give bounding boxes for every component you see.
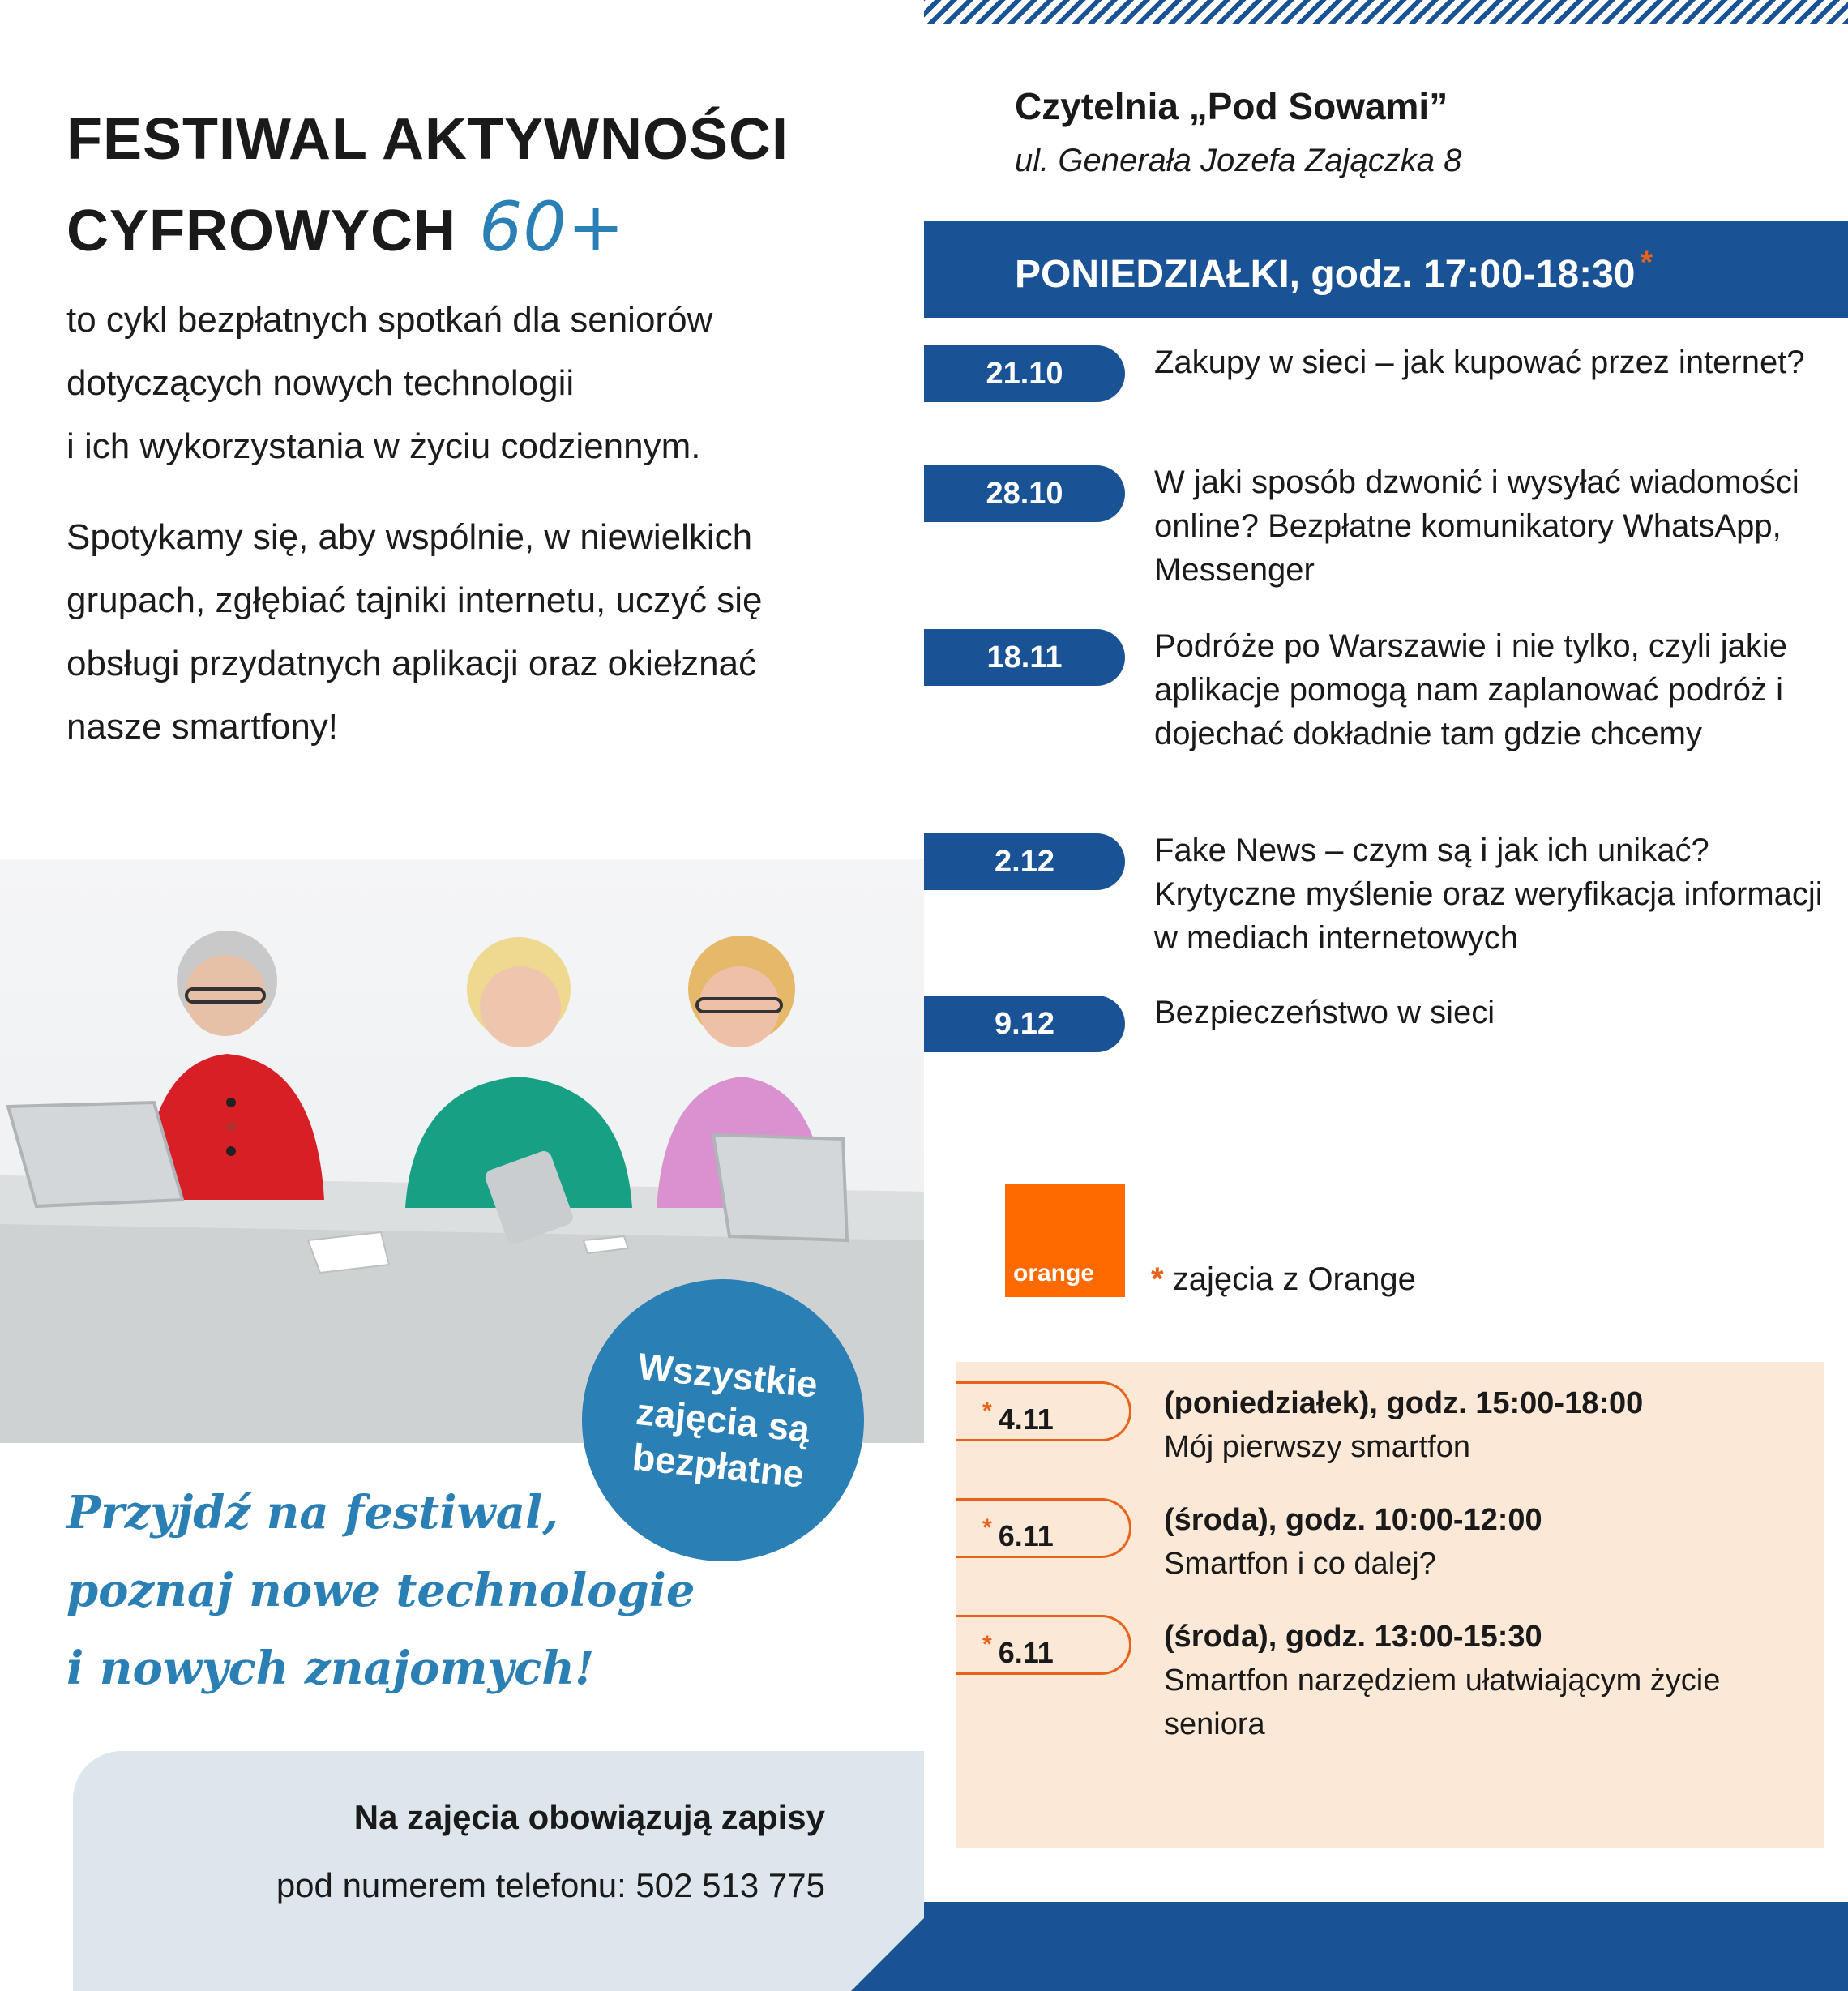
orange-session-title: Mój pierwszy smartfon (1164, 1430, 1470, 1464)
orange-session-title: Smartfon narzędziem ułatwiającym życie seniora (1164, 1663, 1721, 1741)
asterisk-icon: * (982, 1514, 992, 1541)
intro-line: obsługi przydatnych aplikacji oraz okiełznać (66, 644, 757, 683)
slogan-line: i nowych znajomych! (66, 1642, 595, 1695)
title-line2: CYFROWYCH (66, 199, 456, 263)
session-date: 28.10 (924, 465, 1125, 522)
signup-info-box (73, 1751, 924, 1991)
schedule-heading-text: PONIEDZIAŁKI, godz. 17:00-18:30 (1015, 253, 1636, 296)
orange-session-title: Smartfon i co dalej? (1164, 1547, 1436, 1581)
asterisk-icon: * (982, 1631, 992, 1658)
right-panel (924, 0, 1848, 1991)
asterisk-icon: * (1151, 1261, 1164, 1297)
signup-phone-text: pod numerem telefonu: 502 513 775 (276, 1866, 825, 1904)
orange-note (1151, 1261, 1416, 1298)
orange-sessions-box (956, 1362, 1824, 1848)
intro-paragraph-1 (66, 289, 845, 478)
slogan-line: poznaj nowe technologie (66, 1564, 695, 1617)
festival-title (66, 96, 789, 275)
orange-session-date (956, 1615, 1131, 1675)
orange-session-date (956, 1381, 1131, 1441)
footer-bar (924, 1902, 1848, 1991)
session-topic: W jaki sposób dzwonić i wysyłać wiadomości online? Bezpłatne komunikatory WhatsApp, Messenger (1154, 465, 1799, 588)
intro-line: to cykl bezpłatnych spotkań dla seniorów (66, 300, 713, 340)
orange-session-date (956, 1498, 1131, 1558)
slogan-line: Przyjdź na festiwal, (66, 1486, 558, 1539)
signup-required-text: Na zajęcia obowiązują zapisy (353, 1798, 825, 1836)
orange-session-when: (środa), godz. 13:00-15:30 (1164, 1620, 1542, 1654)
hatch-decoration (924, 0, 1848, 24)
orange-session-when: (poniedziałek), godz. 15:00-18:00 (1164, 1386, 1644, 1420)
venue-address: ul. Generała Jozefa Zajączka 8 (1015, 143, 1462, 178)
orange-session-date-text: 6.11 (998, 1519, 1054, 1552)
orange-session-text (1164, 1381, 1804, 1469)
orange-logo-icon (1005, 1184, 1125, 1297)
badge-line: bezpłatne (630, 1435, 806, 1496)
intro-line: dotyczących nowych technologii (66, 363, 575, 403)
asterisk-icon: * (982, 1398, 992, 1424)
festival-slogan (66, 1474, 877, 1707)
session-date: 9.12 (924, 996, 1125, 1052)
intro-line: grupach, zgłębiać tajniki internetu, uczyć się (66, 580, 763, 620)
orange-session-date-text: 4.11 (998, 1402, 1054, 1436)
session-date: 18.11 (924, 629, 1125, 686)
badge-line: Wszystkie (635, 1344, 820, 1406)
venue-name: Czytelnia „Pod Sowami” (1015, 85, 1448, 127)
session-topic: Podróże po Warszawie i nie tylko, czyli jakie aplikacje pomogą nam zaplanować podróż i dojechać dokładnie tam gdzie chcemy (1154, 628, 1788, 751)
orange-logo-text: orange (1013, 1260, 1095, 1287)
schedule-heading-bar (924, 221, 1848, 318)
corner-triangle-decoration (851, 1918, 924, 1991)
orange-session-when: (środa), godz. 10:00-12:00 (1164, 1503, 1542, 1537)
title-accent-60plus: 60+ (478, 187, 626, 267)
orange-session-text (1164, 1498, 1804, 1586)
asterisk-icon: * (1640, 245, 1653, 280)
orange-session-text (1164, 1615, 1804, 1746)
session-date: 21.10 (924, 345, 1125, 402)
session-topic: Zakupy w sieci – jak kupować przez internet? (1154, 345, 1805, 380)
schedule-heading (1015, 245, 1653, 297)
orange-session-date-text: 6.11 (998, 1636, 1054, 1669)
session-topic: Bezpieczeństwo w sieci (1154, 995, 1495, 1030)
session-topic: Fake News – czym są i jak ich unikać? Krytyczne myślenie oraz weryfikacja informacji w mediach internetowych (1154, 833, 1823, 956)
badge-line: zajęcia są (634, 1389, 812, 1451)
intro-line: nasze smartfony! (66, 707, 339, 747)
intro-line: Spotykamy się, aby wspólnie, w niewielkich (66, 517, 753, 557)
intro-paragraph-2 (66, 506, 861, 759)
session-date: 2.12 (924, 833, 1125, 890)
intro-line: i ich wykorzystania w życiu codziennym. (66, 426, 701, 466)
orange-note-text: zajęcia z Orange (1172, 1261, 1416, 1297)
title-line1: FESTIWAL AKTYWNOŚCI (66, 107, 789, 172)
